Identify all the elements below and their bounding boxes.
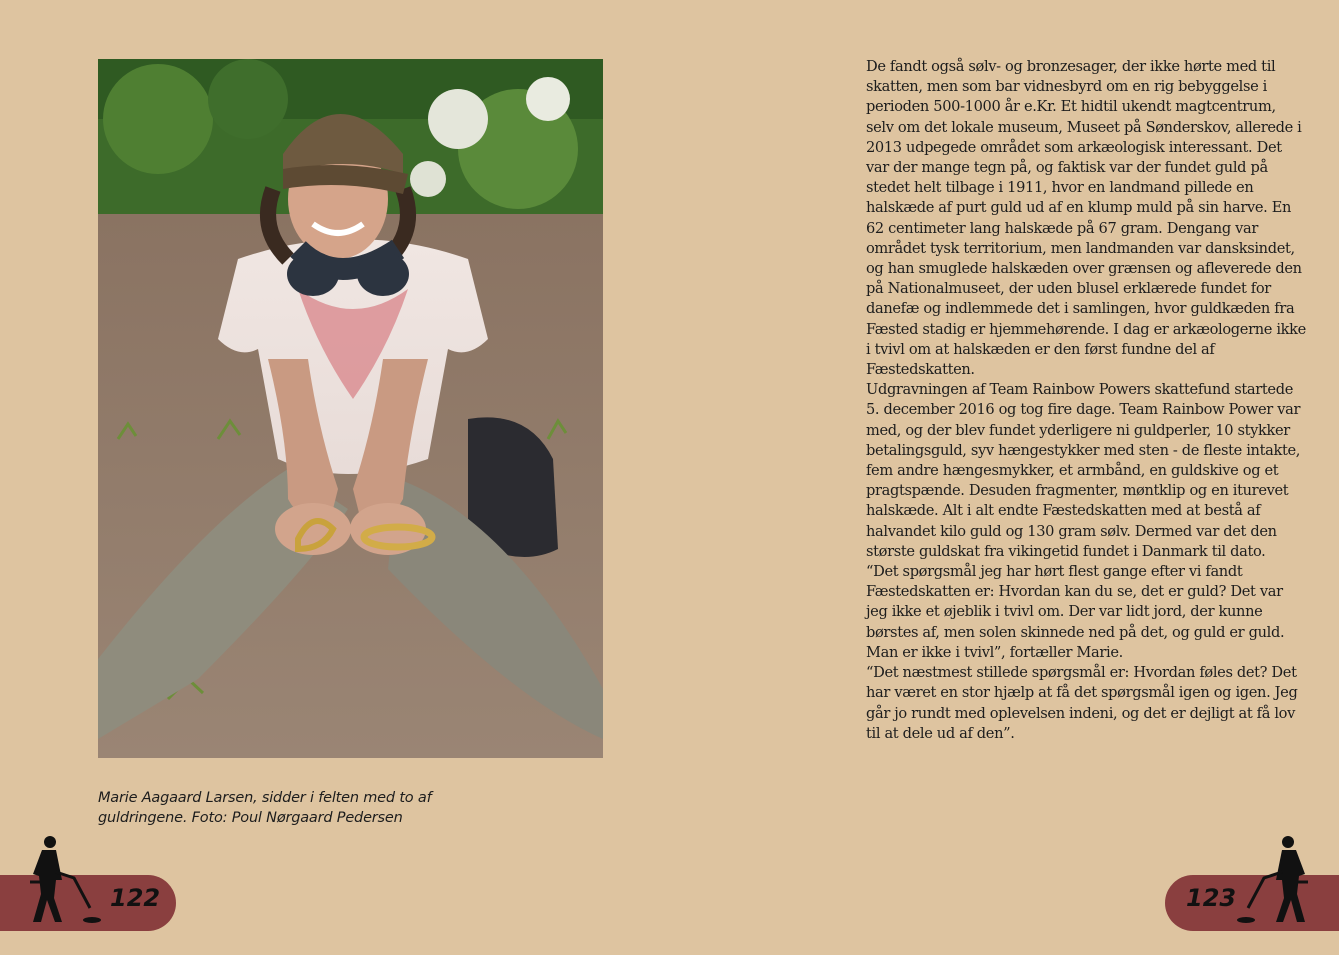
- metal-detectorist-silhouette-icon: [22, 832, 102, 928]
- article-body: [866, 57, 1306, 744]
- photo-caption: Marie Aagaard Larsen, sidder i felten med to af guldringene. Foto: Poul Nørgaard Pedersen: [98, 790, 432, 826]
- photo-woman-with-gold-rings-icon: [98, 59, 603, 758]
- paragraph: Udgravningen af Team Rainbow Powers skattefund startede 5. december 2016 og tog fire dage. Team Rainbow Power var med, og der blev fundet yderligere ni guldperler, 10 stykker betalingsguld, syv hængestykker med sten - de fleste intakte, fem andre hængesmykker, et armbånd, en guldskive og et pragtspænde. Desuden fragmenter, møntklip og en iturevet halskæde. Alt i alt endte Fæstedskatten med at bestå af halvandet kilo guld og 130 gram sølv. Dermed var det den største guldskat fra vikingetid fundet i Danmark til dato.: [866, 381, 1301, 560]
- metal-detectorist-silhouette-icon: [1236, 832, 1316, 928]
- paragraph: “Det næstmest stillede spørgsmål er: Hvordan føles det? Det har været en stor hjælp at få det spørgsmål igen og igen. Jeg går jo rundt med oplevelsen indeni, og det er dejligt at få lov til at dele ud af den”.: [866, 664, 1298, 742]
- photo-marie-aagaard-larsen: [98, 59, 603, 758]
- page-number-left: 122: [110, 884, 161, 912]
- paragraph: “Det spørgsmål jeg har hørt flest gange efter vi fandt Fæstedskatten er: Hvordan kan du se, det er guld? Det var jeg ikke et øjeblik i tvivl om. Der var lidt jord, der kunne børstes af, men solen skinnede ned på det, og guld er guld. Man er ikke i tvivl”, fortæller Marie.: [866, 563, 1285, 661]
- paragraph: De fandt også sølv- og bronzesager, der ikke hørte med til skatten, men som bar vidnesbyrd om en rig bebyggelse i perioden 500-1000 år e.Kr. Et hidtil ukendt magtcentrum, selv om det lokale museum, Museet på Sønderskov, allerede i 2013 udpegede området som arkæologisk interessant. Det var der mange tegn på, og faktisk var der fundet guld på stedet helt tilbage i 1911, hvor en landmand pillede en halskæde af purt guld ud af en klump muld på sin harve. En 62 centimeter lang halskæde på 67 gram. Dengang var området tysk territorium, men landmanden var dansksindet, og han smuglede halskæden over grænsen og afleverede den på Nationalmuseet, der uden blusel erklærede fundet for danefæ og indlemmede det i samlingen, hvor guldkæden fra Fæsted stadig er hjemmehørende. I dag er arkæologerne ikke i tvivl om at halskæden er den først fundne del af Fæstedskatten.: [866, 58, 1306, 379]
- page-number-right: 123: [1186, 884, 1237, 912]
